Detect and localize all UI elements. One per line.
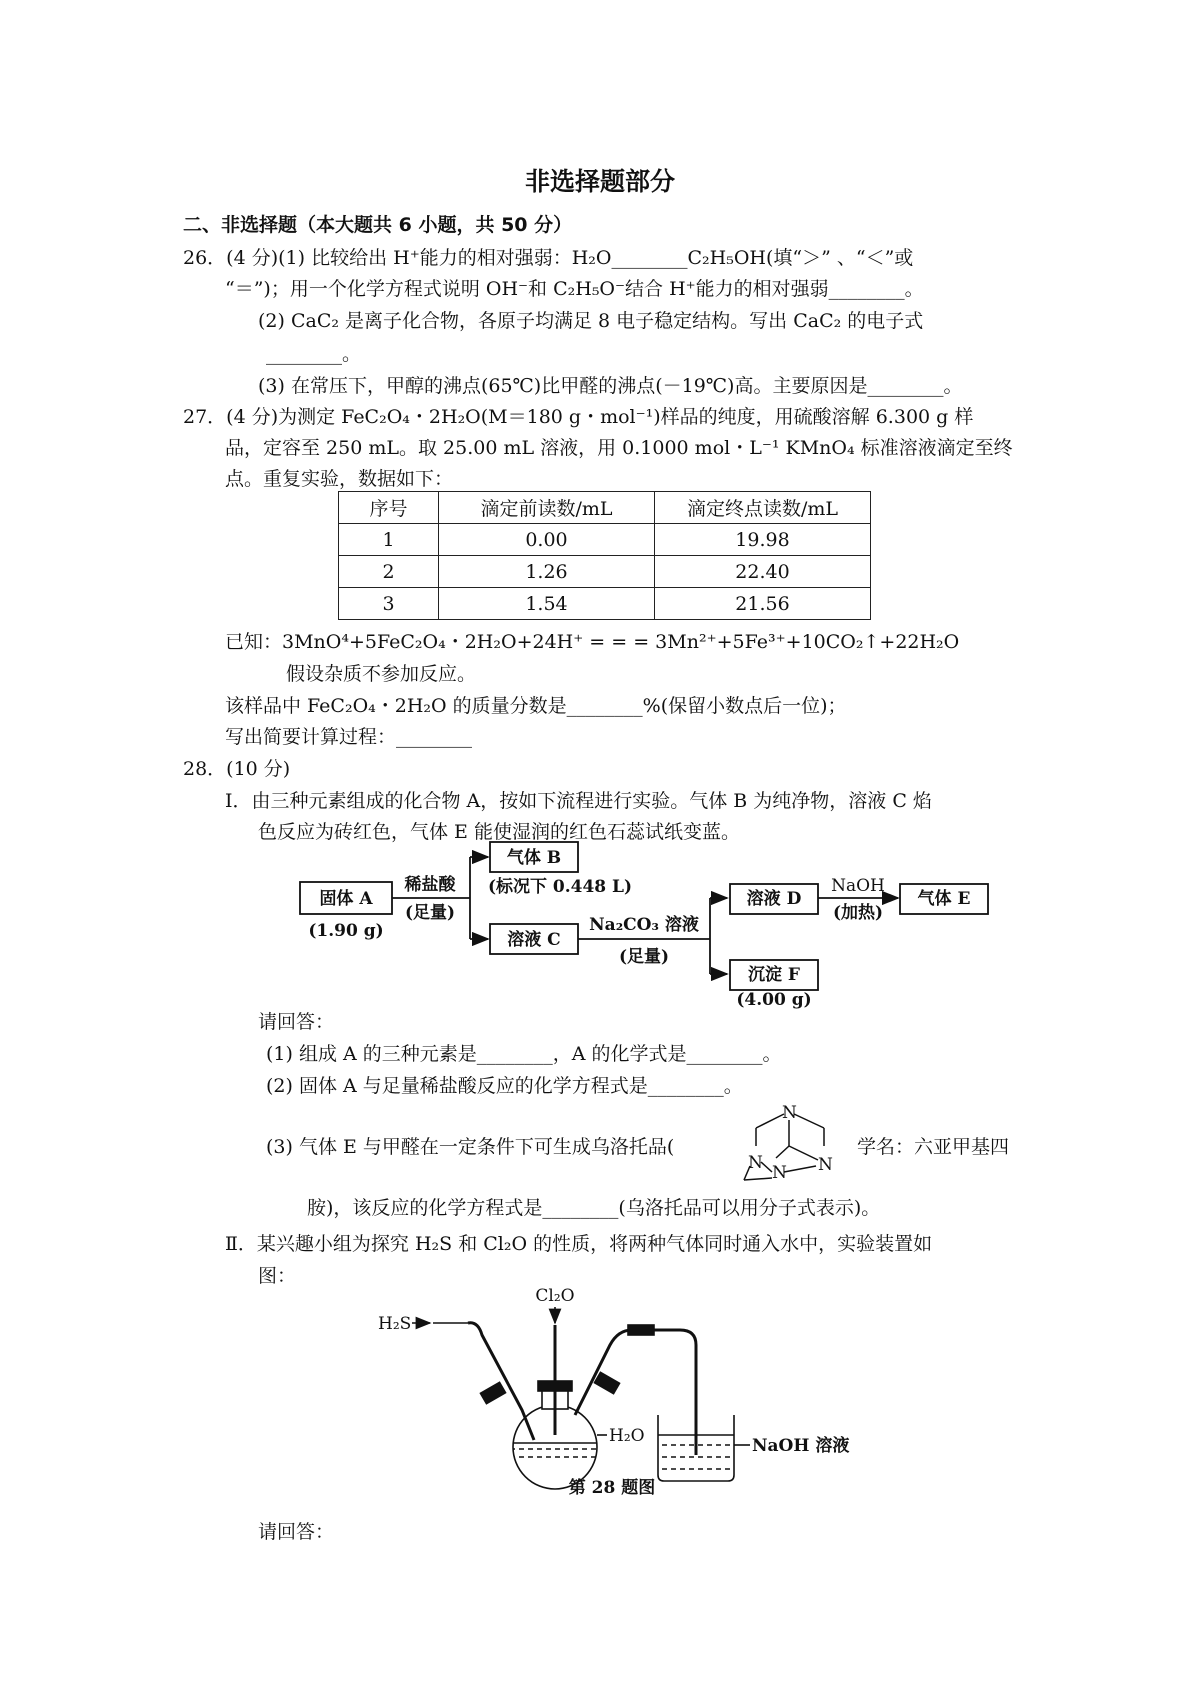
h2o-label: H₂O: [609, 1426, 645, 1446]
urotropine-structure: [736, 1100, 846, 1190]
section-heading: 二、非选择题（本大题共 6 小题，共 50 分）: [183, 214, 573, 236]
table-cell: 2: [339, 556, 439, 588]
q27-known-equation: 已知：3MnO⁴+5FeC₂O₄・2H₂O+24H⁺ = = = 3Mn²⁺+5Fe³⁺+10CO₂↑+22H₂O: [225, 631, 960, 653]
figure-caption: 第 28 题图: [568, 1478, 656, 1498]
table-cell: 21.56: [655, 588, 871, 620]
solution-d-label: 溶液 D: [746, 889, 802, 909]
gas-b-label: 气体 B: [506, 848, 562, 868]
table-header: 序号: [339, 492, 439, 524]
table-cell: 1.26: [439, 556, 655, 588]
table-row: [339, 556, 871, 588]
q28-sub3-name: 学名：六亚甲基四: [857, 1136, 1010, 1158]
table-cell: 1.54: [439, 588, 655, 620]
left-stopper: [480, 1382, 505, 1403]
table-cell: 1: [339, 524, 439, 556]
gas-e-label: 气体 E: [917, 889, 971, 909]
cl2o-label: Cl₂O: [535, 1286, 575, 1306]
q27-line1: 27．(4 分)为测定 FeC₂O₄・2H₂O(M＝180 g・mol⁻¹)样品的纯度，用硫酸溶解 6.300 g 样: [183, 406, 974, 428]
apparatus-diagram: [378, 1285, 920, 1498]
precipitate-f-mass: (4.00 g): [736, 990, 812, 1010]
nitrogen-atom: N: [818, 1155, 833, 1175]
q26-line5: (3) 在常压下，甲醇的沸点(65℃)比甲醛的沸点(－19℃)高。主要原因是________。: [258, 375, 963, 397]
q28-ask2: 请回答：: [258, 1521, 335, 1543]
q27-assumption: 假设杂质不参加反应。: [286, 663, 477, 685]
table-row: [339, 524, 871, 556]
table-cell: 22.40: [655, 556, 871, 588]
q27-question2: 写出简要计算过程：________: [225, 726, 473, 748]
section-title: 非选择题部分: [524, 167, 675, 196]
table-row: [339, 588, 871, 620]
nitrogen-atom: N: [782, 1103, 797, 1123]
sodium-carbonate-quantity: (足量): [618, 947, 670, 967]
heat-label: (加热): [832, 903, 884, 923]
flow-chart: [290, 840, 1010, 1010]
table-header: 滴定终点读数/mL: [655, 492, 871, 524]
table-cell: 19.98: [655, 524, 871, 556]
titration-table: [338, 491, 871, 620]
precipitate-f-label: 沉淀 F: [748, 965, 800, 985]
q28-sub3-start: (3) 气体 E 与甲醛在一定条件下可生成乌洛托品(: [266, 1136, 675, 1158]
q26-line4: ________。: [266, 343, 362, 365]
rubber-connector: [628, 1325, 654, 1335]
q28-part1-line1: Ⅰ．由三种元素组成的化合物 A，按如下流程进行实验。气体 B 为纯净物，溶液 C 焰: [225, 790, 932, 812]
nitrogen-atom: N: [772, 1163, 787, 1183]
acid-quantity: (足量): [404, 903, 456, 923]
q28-sub1: (1) 组成 A 的三种元素是________，A 的化学式是________。: [266, 1043, 782, 1065]
naoh-label: NaOH: [831, 876, 885, 896]
naoh-solution-label: NaOH 溶液: [752, 1436, 850, 1456]
sodium-carbonate-label: Na₂CO₃ 溶液: [589, 915, 699, 935]
q27-question1: 该样品中 FeC₂O₄・2H₂O 的质量分数是________%(保留小数点后一位)；: [225, 695, 847, 717]
table-header: 滴定前读数/mL: [439, 492, 655, 524]
q28-ask: 请回答：: [258, 1011, 335, 1033]
solid-a-label: 固体 A: [319, 889, 373, 909]
acid-label: 稀盐酸: [404, 875, 456, 895]
q28-part2-line2: 图：: [258, 1265, 297, 1287]
q28-part2-line1: Ⅱ．某兴趣小组为探究 H₂S 和 Cl₂O 的性质，将两种气体同时通入水中，实验装置如: [225, 1233, 933, 1255]
nitrogen-atom: N: [748, 1153, 763, 1173]
table-cell: 0.00: [439, 524, 655, 556]
q28-heading: 28．(10 分): [183, 758, 291, 780]
solid-a-mass: (1.90 g): [308, 921, 384, 941]
q28-part1-line2: 色反应为砖红色，气体 E 能使湿润的红色石蕊试纸变蓝。: [258, 821, 740, 843]
q26-line1: 26．(4 分)(1) 比较给出 H⁺能力的相对强弱：H₂O________C₂H₅OH(填“＞” 、“＜”或: [183, 247, 914, 269]
right-stopper: [594, 1372, 619, 1393]
q28-sub2: (2) 固体 A 与足量稀盐酸反应的化学方程式是________。: [266, 1075, 743, 1097]
q27-line2: 品，定容至 250 mL。取 25.00 mL 溶液，用 0.1000 mol・L⁻¹ KMnO₄ 标准溶液滴定至终: [225, 437, 1013, 459]
table-header-row: [339, 492, 871, 524]
table-cell: 3: [339, 588, 439, 620]
q27-line3: 点。重复实验，数据如下：: [225, 468, 454, 490]
q26-line2: “＝”)；用一个化学方程式说明 OH⁻和 C₂H₅O⁻结合 H⁺能力的相对强弱________。: [225, 278, 924, 300]
gas-b-note: (标况下 0.448 L): [487, 877, 633, 897]
q26-line3: (2) CaC₂ 是离子化合物，各原子均满足 8 电子稳定结构。写出 CaC₂ 的电子式: [258, 310, 924, 332]
q28-sub3-end: 胺)，该反应的化学方程式是________(乌洛托品可以用分子式表示)。: [307, 1197, 881, 1219]
h2s-label: H₂S: [378, 1314, 412, 1334]
solution-c-label: 溶液 C: [507, 930, 561, 950]
